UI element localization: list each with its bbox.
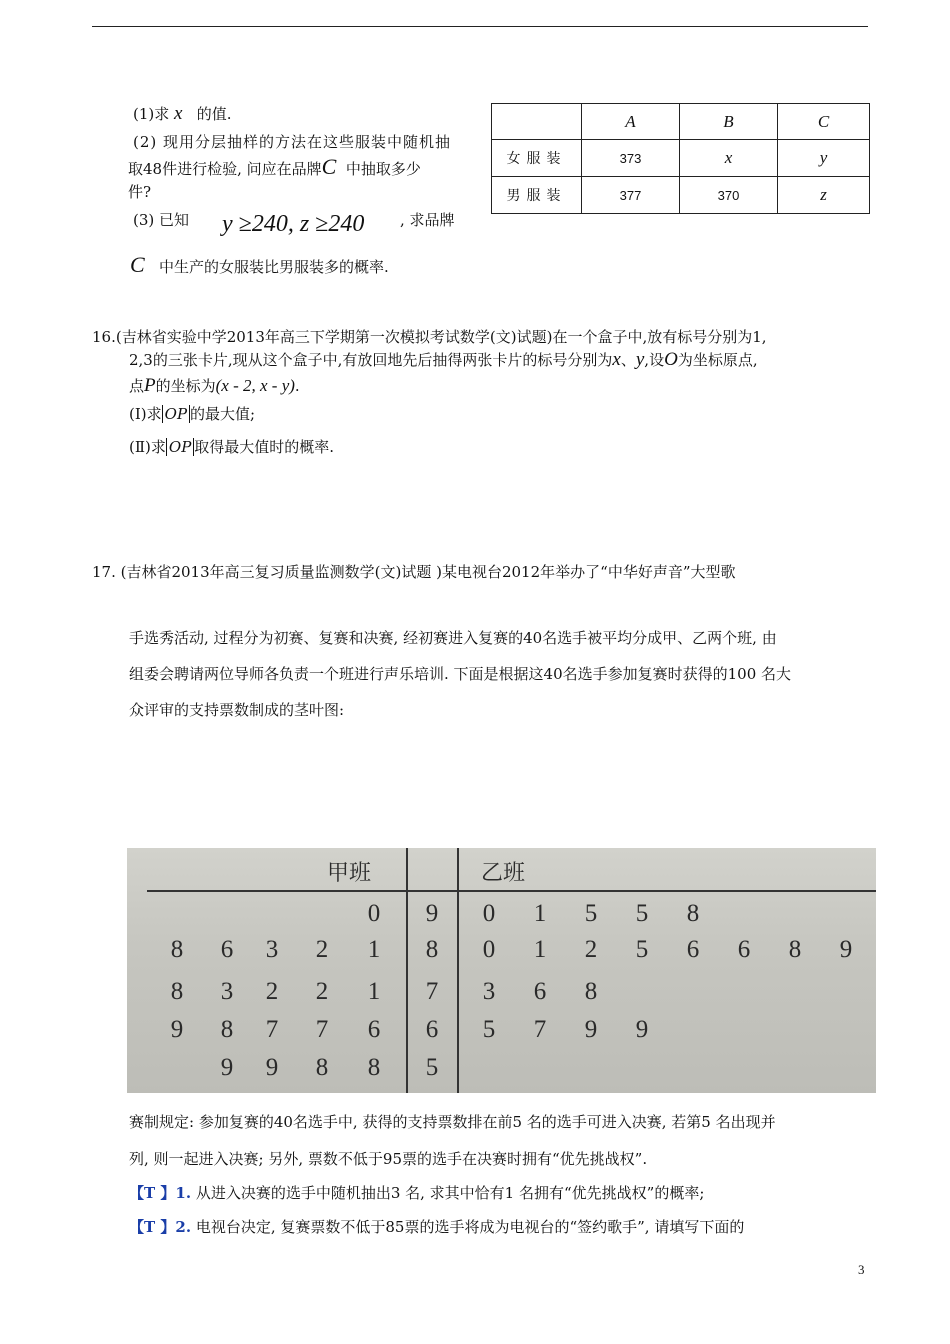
right-leaf-digit: 8 — [686, 900, 700, 927]
left-leaf-digit: 6 — [220, 936, 234, 963]
right-leaf-digit: 7 — [533, 1016, 547, 1043]
q15-formula: y ≥240, z ≥240 — [222, 211, 365, 237]
right-leaf-digit: 0 — [482, 900, 496, 927]
stem-leaf-plot-photo — [127, 848, 876, 1093]
left-leaf-digit: 9 — [220, 1054, 234, 1081]
q2-tag: 【T 】2. — [129, 1218, 192, 1236]
right-leaf-digit: 1 — [533, 900, 547, 927]
right-leaf-digit: 9 — [635, 1016, 649, 1043]
left-leaf-digit: 1 — [367, 978, 381, 1005]
q16-part1: (Ⅰ)求 OP 的最大值; — [129, 405, 256, 423]
left-leaf-digit: 1 — [367, 936, 381, 963]
q1-tag: 【T 】1. — [129, 1184, 192, 1202]
left-class-header: 甲班 — [327, 861, 372, 886]
table-cell: z — [778, 177, 870, 214]
left-leaf-digit: 7 — [265, 1016, 279, 1043]
stem-digit: 5 — [425, 1054, 439, 1081]
header-rule — [92, 26, 868, 27]
left-leaf-digit: 8 — [315, 1054, 329, 1081]
right-leaf-digit: 9 — [584, 1016, 598, 1043]
right-leaf-digit: 6 — [533, 978, 547, 1005]
left-leaf-digit: 9 — [265, 1054, 279, 1081]
left-leaf-digit: 8 — [220, 1016, 234, 1043]
left-leaf-digit: 8 — [170, 978, 184, 1005]
production-table — [491, 103, 870, 214]
right-leaf-digit: 5 — [635, 900, 649, 927]
rules-line1: 赛制规定: 参加复赛的40名选手中, 获得的支持票数排在前5 名的选手可进入决赛, 若第5 名出现并 — [129, 1113, 776, 1131]
table-cell: x — [680, 140, 778, 177]
q17-line2: 手选秀活动, 过程分为初赛、复赛和决赛, 经初赛进入复赛的40名选手被平均分成甲、乙两个班, 由 — [129, 629, 777, 647]
q15-part3: (3) 已知 — [133, 211, 190, 229]
left-leaf-digit: 8 — [367, 1054, 381, 1081]
header-A: A — [582, 104, 680, 140]
plot-divider-right — [457, 848, 459, 1093]
q15-part2-line3: 件? — [128, 183, 152, 201]
q15-part2-line2: 取48件进行检验, 问应在品牌C 中抽取多少 — [128, 154, 421, 179]
rules-q2: 【T 】2. 电视台决定, 复赛票数不低于85票的选手将成为电视台的“签约歌手”, 请填写下面的 — [129, 1218, 745, 1236]
right-leaf-digit: 0 — [482, 936, 496, 963]
page-number: 3 — [858, 1262, 865, 1277]
q15-part3-end: , 求品牌 — [400, 211, 455, 229]
stem-digit: 8 — [425, 936, 439, 963]
q15-part1: (1)求 x 的值. — [133, 103, 232, 124]
left-leaf-digit: 3 — [220, 978, 234, 1005]
plot-divider-left — [406, 848, 408, 1093]
left-leaf-digit: 8 — [170, 936, 184, 963]
q16-line2: 2,3的三张卡片,现从这个盒子中,有放回地先后抽得两张卡片的标号分别为x、y,设O为坐标原点, — [129, 349, 758, 370]
right-leaf-digit: 3 — [482, 978, 496, 1005]
left-leaf-digit: 6 — [367, 1016, 381, 1043]
left-leaf-digit: 7 — [315, 1016, 329, 1043]
table-corner — [492, 104, 582, 140]
right-leaf-digit: 6 — [737, 936, 751, 963]
header-C: C — [778, 104, 870, 140]
table-cell: 377 — [582, 177, 680, 214]
right-leaf-digit: 8 — [584, 978, 598, 1005]
stem-digit: 7 — [425, 978, 439, 1005]
right-leaf-digit: 5 — [584, 900, 598, 927]
row-label-male: 男服装 — [492, 177, 582, 214]
rules-line2: 列, 则一起进入决赛; 另外, 票数不低于95票的选手在决赛时拥有“优先挑战权”. — [129, 1150, 648, 1168]
left-leaf-digit: 2 — [265, 978, 279, 1005]
q17-line4: 众评审的支持票数制成的茎叶图: — [129, 701, 345, 719]
left-leaf-digit: 9 — [170, 1016, 184, 1043]
left-leaf-digit: 0 — [367, 900, 381, 927]
left-leaf-digit: 2 — [315, 978, 329, 1005]
right-leaf-digit: 5 — [635, 936, 649, 963]
rules-q1: 【T 】1. 从进入决赛的选手中随机抽出3 名, 求其中恰有1 名拥有“优先挑战权”的概率; — [129, 1184, 705, 1202]
right-leaf-digit: 2 — [584, 936, 598, 963]
stem-digit: 9 — [425, 900, 439, 927]
right-leaf-digit: 1 — [533, 936, 547, 963]
right-class-header: 乙班 — [481, 861, 526, 886]
q16-line1: 16.(吉林省实验中学2013年高三下学期第一次模拟考试数学(文)试题)在一个盒子中,放有标号分别为1, — [92, 328, 767, 346]
plot-header-rule — [147, 890, 876, 892]
right-leaf-digit: 5 — [482, 1016, 496, 1043]
right-leaf-digit: 8 — [788, 936, 802, 963]
right-leaf-digit: 6 — [686, 936, 700, 963]
table-cell: 373 — [582, 140, 680, 177]
q17-line1: 17. (吉林省2013年高三复习质量监测数学(文)试题 )某电视台2012年举办了“中华好声音”大型歌 — [92, 563, 736, 581]
left-leaf-digit: 3 — [265, 936, 279, 963]
q15-part2-line1: (2) 现用分层抽样的方法在这些服装中随机抽 — [133, 133, 452, 151]
header-B: B — [680, 104, 778, 140]
table-cell: y — [778, 140, 870, 177]
row-label-female: 女服装 — [492, 140, 582, 177]
q16-part2: (Ⅱ)求 OP 取得最大值时的概率. — [129, 438, 335, 456]
q17-line3: 组委会聘请两位导师各负责一个班进行声乐培训. 下面是根据这40名选手参加复赛时获得的100 名大 — [129, 665, 792, 683]
left-leaf-digit: 2 — [315, 936, 329, 963]
q15-part3-line2: C 中生产的女服装比男服装多的概率. — [130, 252, 389, 277]
table-cell: 370 — [680, 177, 778, 214]
q16-line3: 点P的坐标为(x - 2, x - y). — [129, 375, 300, 396]
stem-digit: 6 — [425, 1016, 439, 1043]
right-leaf-digit: 9 — [839, 936, 853, 963]
